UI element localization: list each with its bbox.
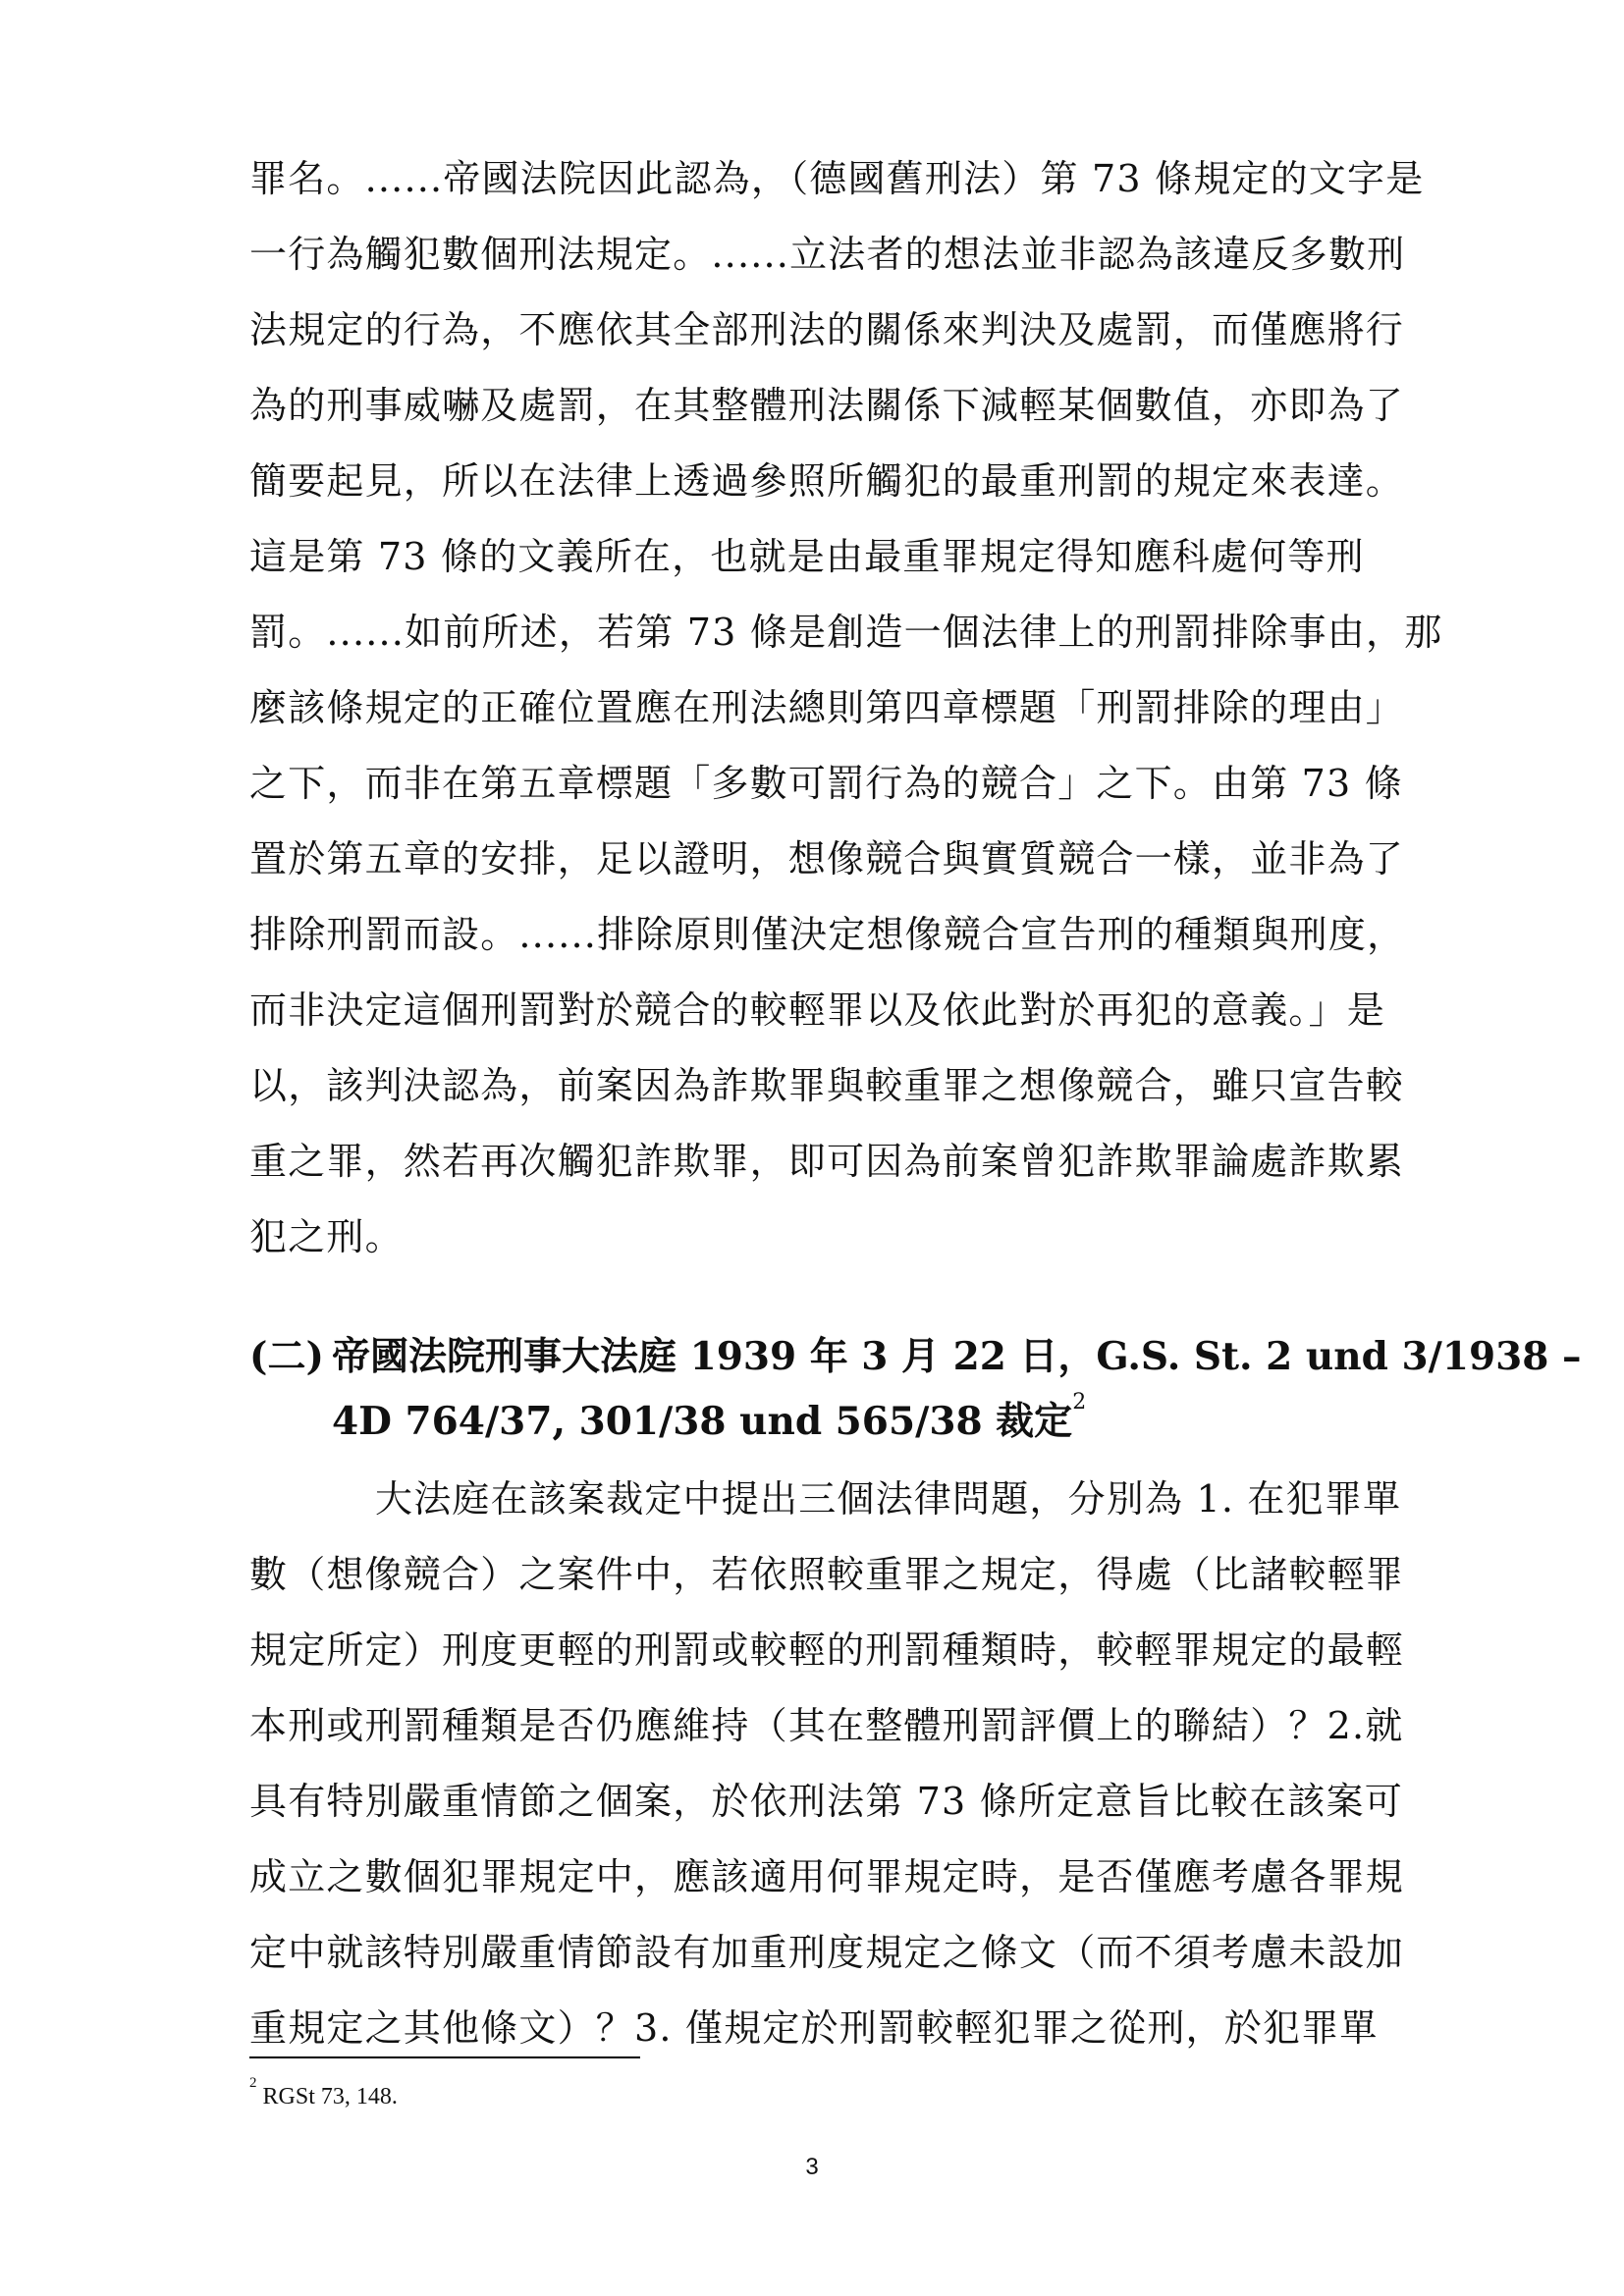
paragraph-2-line: 本刑或刑罰種類是否仍應維持（其在整體刑罰評價上的聯結）？2.就 xyxy=(249,1704,1404,1747)
section-heading-line-1: 帝國法院刑事大法庭 1939 年 3 月 22 日，G.S. St. 2 und 3/1938 – xyxy=(332,1334,1582,1379)
paragraph-1-line: 犯之刑。 xyxy=(249,1215,404,1258)
paragraph-1-line: 重之罪，然若再次觸犯詐欺罪，即可因為前案曾犯詐欺罪論處詐欺累 xyxy=(249,1140,1405,1183)
section-heading-line-2-text: 4D 764/37, 301/38 und 565/38 裁定 xyxy=(332,1399,1073,1444)
footnote xyxy=(249,2075,937,2114)
paragraph-1-line: 麼該條規定的正確位置應在刑法總則第四章標題「刑罰排除的理由」 xyxy=(249,686,1405,729)
paragraph-1-line: 法規定的行為，不應依其全部刑法的關係來判決及處罰，而僅應將行 xyxy=(249,308,1405,351)
footnote-reference[interactable]: 2 xyxy=(1072,1390,1087,1415)
paragraph-1-line: 以，該判決認為，前案因為詐欺罪與較重罪之想像競合，雖只宣告較 xyxy=(249,1064,1405,1107)
paragraph-2-line: 定中就該特別嚴重情節設有加重刑度規定之條文（而不須考慮未設加 xyxy=(249,1931,1405,1974)
paragraph-1-line: 排除刑罰而設。......排除原則僅決定想像競合宣告刑的種類與刑度， xyxy=(249,913,1406,956)
paragraph-2-line: 重規定之其他條文）？3. 僅規定於刑罰較輕犯罪之從刑，於犯罪單 xyxy=(249,2006,1379,2050)
paragraph-2-line: 大法庭在該案裁定中提出三個法律問題，分別為 1. 在犯罪單 xyxy=(375,1477,1402,1521)
footnote-marker: 2 xyxy=(249,2075,257,2091)
paragraph-2-line: 具有特別嚴重情節之個案，於依刑法第 73 條所定意旨比較在該案可 xyxy=(249,1780,1403,1823)
paragraph-2-line: 成立之數個犯罪規定中，應該適用何罪規定時，是否僅應考慮各罪規 xyxy=(249,1855,1405,1898)
paragraph-1-line: 簡要起見，所以在法律上透過參照所觸犯的最重刑罰的規定來表達。 xyxy=(249,459,1405,503)
paragraph-1-line: 罰。......如前所述，若第 73 條是創造一個法律上的刑罰排除事由，那 xyxy=(249,611,1443,654)
footnote-text: RGSt 73, 148. xyxy=(262,2084,398,2109)
paragraph-1-line: 置於第五章的安排，足以證明，想像競合與實質競合一樣，並非為了 xyxy=(249,837,1405,881)
page-number: 3 xyxy=(805,2154,819,2180)
paragraph-2-line: 數（想像競合）之案件中，若依照較重罪之規定，得處（比諸較輕罪 xyxy=(249,1553,1405,1596)
paragraph-1-line: 罪名。......帝國法院因此認為，（德國舊刑法）第 73 條規定的文字是 xyxy=(249,157,1425,200)
paragraph-1-line: 之下，而非在第五章標題「多數可罰行為的競合」之下。由第 73 條 xyxy=(249,762,1403,805)
section-heading-line-2 xyxy=(332,1390,1392,1453)
paragraph-1-line: 一行為觸犯數個刑法規定。......立法者的想法並非認為該違反多數刑 xyxy=(249,233,1406,276)
footnote-separator xyxy=(249,2056,640,2058)
section-number: (二) xyxy=(249,1334,324,1379)
paragraph-1-line: 而非決定這個刑罰對於競合的較輕罪以及依此對於再犯的意義。」是 xyxy=(249,988,1386,1032)
paragraph-1-line: 為的刑事威嚇及處罰，在其整體刑法關係下減輕某個數值，亦即為了 xyxy=(249,384,1405,427)
paragraph-2-line: 規定所定）刑度更輕的刑罰或較輕的刑罰種類時，較輕罪規定的最輕 xyxy=(249,1629,1405,1672)
paragraph-1-line: 這是第 73 條的文義所在，也就是由最重罪規定得知應科處何等刑 xyxy=(249,535,1365,578)
